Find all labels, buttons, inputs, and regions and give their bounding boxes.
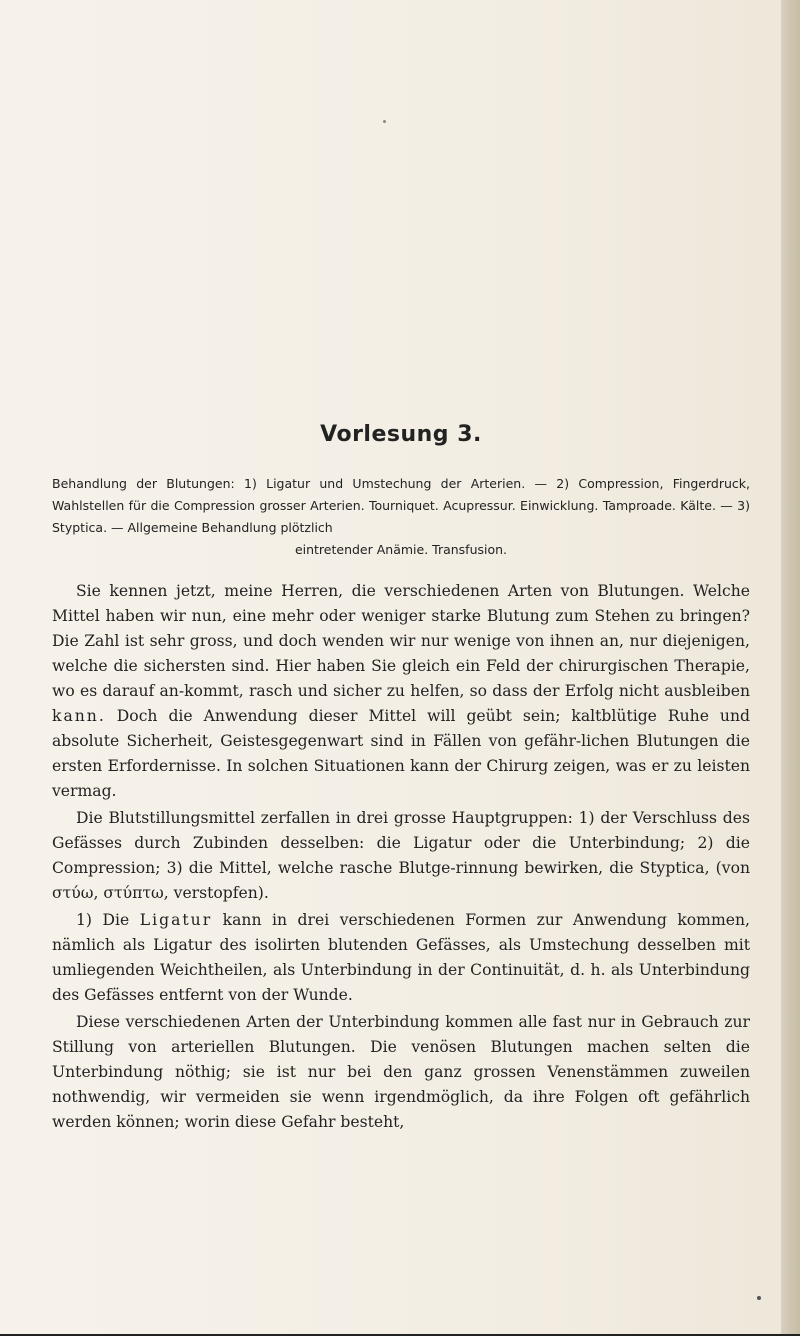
summary-text: Behandlung der Blutungen: 1) Ligatur und Umstechung der Arterien. — 2) Compression, Fingerdruck, Wahlstellen für die Compression grosser Arterien. Tourniquet. Acupressur. Einwicklung. Tamproade. Kälte. — 3) Styptica. — Allgemeine Behandlung plötzlich: [52, 476, 750, 535]
paragraph-1-text: Sie kennen jetzt, meine Herren, die verschiedenen Arten von Blutungen. Welche Mittel haben wir nun, eine mehr oder weniger starke Blutung zum Stehen zu bringen? Die Zahl ist sehr gross, und doch wenden wir nur wenige von ihnen an, nur diejenigen, welche die sichersten sind. Hier haben Sie gleich ein Feld der chirurgischen Therapie, wo es darauf an-kommt, rasch und sicher zu helfen, so dass der Erfolg nicht ausbleiben: [52, 582, 750, 700]
ink-speck: [383, 120, 386, 123]
paragraph-3: [52, 908, 750, 1008]
chapter-title: Vorlesung 3.: [320, 422, 482, 447]
paragraph-3-emphasis: Ligatur: [139, 911, 213, 929]
page-edge: [781, 0, 800, 1336]
paragraph-3-start: 1) Die: [76, 911, 130, 929]
summary-last-line: eintretender Anämie. Transfusion.: [294, 542, 508, 557]
paragraph-2: Die Blutstillungsmittel zerfallen in drei grosse Hauptgruppen: 1) der Verschluss des Gefässes durch Zubinden desselben: die Ligatur oder die Unterbindung; 2) die Compression; 3) die Mittel, welche rasche Blutge-rinnung bewirken, die Styptica, (von στύω, στύπτω, verstopfen).: [52, 809, 750, 902]
chapter-summary: [52, 473, 750, 561]
ink-speck: [757, 1296, 761, 1300]
paragraph-1-rest: Doch die Anwendung dieser Mittel will geübt sein; kaltblütige Ruhe und absolute Sicherheit, Geistesgegenwart sind in Fällen von gefähr-lichen Blutungen die ersten Erfordernisse. In solchen Situationen kann der Chirurg zeigen, was er zu leisten vermag.: [52, 707, 750, 800]
paragraph-1: [52, 579, 750, 804]
page-content: [52, 422, 750, 1137]
paragraph-1-emphasis: kann.: [52, 707, 106, 725]
paragraph-4: Diese verschiedenen Arten der Unterbindung kommen alle fast nur in Gebrauch zur Stillung von arteriellen Blutungen. Die venösen Blutungen machen selten die Unterbindung nöthig; sie ist nur bei den ganz grossen Venenstämmen zuweilen nothwendig, wir vermeiden sie wenn irgendmöglich, da ihre Folgen oft gefährlich werden können; worin diese Gefahr besteht,: [52, 1013, 750, 1131]
paragraph-3-rest: kann in drei verschiedenen Formen zur Anwendung kommen, nämlich als Ligatur des isolirten blutenden Gefässes, als Umstechung desselben mit umliegenden Weichtheilen, als Unterbindung in der Continuität, d. h. als Unterbindung des Gefässes entfernt von der Wunde.: [52, 911, 750, 1004]
